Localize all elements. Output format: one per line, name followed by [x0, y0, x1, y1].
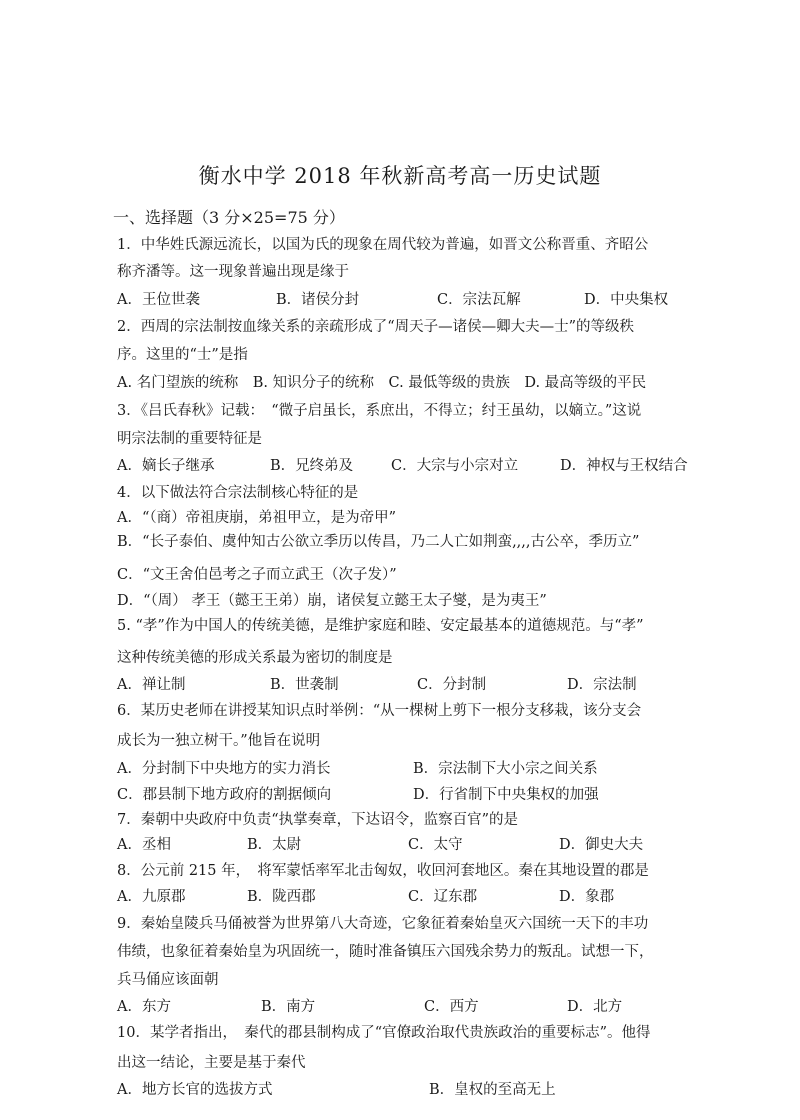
- q6-option-a: A．分封制下中央地方的实力消长: [117, 761, 331, 777]
- q7-option-d: D．御史大夫: [559, 837, 644, 853]
- q3-option-a: A．嫡长子继承: [117, 458, 215, 474]
- question-7-stem: 7．秦朝中央政府中负责“执掌奏章，下达诏令，监察百官”的是: [117, 812, 519, 828]
- q3-option-d: D．神权与王权结合: [560, 458, 688, 474]
- section-heading: 一、选择题（3 分×25=75 分）: [113, 208, 345, 227]
- question-2-stem-cont: 序。这里的“士”是指: [117, 347, 248, 363]
- q5-option-a: A．禅让制: [117, 677, 186, 693]
- q4-option-b: B．“长子泰伯、虞仲知古公欲立季历以传昌，乃二人亡如荆蛮,,,,古公卒，季历立”: [117, 534, 640, 550]
- question-6-stem: 6．某历史老师在讲授某知识点时举例：“从一棵树上剪下一根分支移栽，该分支会: [117, 703, 642, 719]
- question-6-stem-cont: 成长为一独立树干。”他旨在说明: [117, 733, 321, 749]
- question-9-stem-cont2: 兵马俑应该面朝: [117, 972, 219, 988]
- q1-option-d: D．中央集权: [584, 292, 669, 308]
- question-3-stem: 3．《吕氏春秋》记载： “微子启虽长，系庶出，不得立；纣王虽幼，以嫡立。”这说: [117, 403, 642, 419]
- question-9-stem-cont: 伟绩，也象征着秦始皇为巩固统一，随时准备镇压六国残余势力的叛乱。试想一下，: [117, 944, 654, 960]
- q2-options: A. 名门望族的统称 B. 知识分子的统称 C. 最低等级的贵族 D. 最高等级的平民: [117, 375, 647, 391]
- q3-option-b: B．兄终弟及: [270, 458, 354, 474]
- q3-option-c: C．大宗与小宗对立: [391, 458, 519, 474]
- q9-option-b: B．南方: [261, 999, 316, 1015]
- q1-option-b: B．诸侯分封: [276, 292, 360, 308]
- q4-option-d: D．“（周） 孝王（懿王王弟）崩，诸侯复立懿王太子燮，是为夷王”: [117, 593, 547, 609]
- q9-option-c: C．西方: [424, 999, 479, 1015]
- q8-option-b: B．陇西郡: [247, 889, 316, 905]
- q10-option-b: B．皇权的至高无上: [429, 1082, 556, 1098]
- q9-option-d: D．北方: [567, 999, 623, 1015]
- question-2-stem: 2．西周的宗法制按血缘关系的亲疏形成了“周天子—诸侯—卿大夫—士”的等级秩: [117, 319, 635, 335]
- q7-option-c: C．太守: [408, 837, 463, 853]
- question-1-stem: 1．中华姓氏源远流长，以国为氏的现象在周代较为普遍，如晋文公称晋重、齐昭公: [117, 237, 649, 253]
- q5-option-b: B．世袭制: [270, 677, 339, 693]
- q8-option-d: D．象郡: [559, 889, 615, 905]
- question-4-stem: 4．以下做法符合宗法制核心特征的是: [117, 485, 359, 501]
- q8-option-a: A．九原郡: [117, 889, 186, 905]
- question-9-stem: 9．秦始皇陵兵马俑被誉为世界第八大奇迹，它象征着秦始皇灭六国统一天下的丰功: [117, 916, 649, 932]
- q7-option-a: A．丞相: [117, 837, 171, 853]
- question-5-stem-cont: 这种传统美德的形成关系最为密切的制度是: [117, 650, 393, 666]
- q1-option-c: C．宗法瓦解: [437, 292, 521, 308]
- question-3-stem-cont: 明宗法制的重要特征是: [117, 431, 262, 447]
- question-10-stem: 10．某学者指出， 秦代的郡县制构成了“官僚政治取代贵族政治的重要标志”。他得: [117, 1025, 651, 1041]
- q4-option-c: C．“文王舍伯邑考之子而立武王（次子发）”: [117, 567, 397, 583]
- q8-option-c: C．辽东郡: [408, 889, 478, 905]
- question-8-stem: 8．公元前 215 年， 将军蒙恬率军北击匈奴，收回河套地区。秦在其地设置的郡是: [117, 863, 649, 879]
- q5-option-c: C．分封制: [417, 677, 487, 693]
- q4-option-a: A．“（商）帝祖庚崩，弟祖甲立，是为帝甲”: [117, 510, 397, 526]
- question-1-stem-cont: 称齐潘等。这一现象普遍出现是缘于: [117, 264, 349, 280]
- question-5-stem: 5. “孝”作为中国人的传统美德，是维护家庭和睦、安定最基本的道德规范。与“孝”: [117, 618, 644, 634]
- q6-option-c: C．郡县制下地方政府的割据倾向: [117, 787, 332, 803]
- question-10-stem-cont: 出这一结论，主要是基于秦代: [117, 1055, 306, 1071]
- q10-option-a: A．地方长官的选拔方式: [117, 1082, 273, 1098]
- q1-option-a: A．王位世袭: [117, 292, 200, 308]
- q9-option-a: A．东方: [117, 999, 171, 1015]
- q5-option-d: D．宗法制: [567, 677, 637, 693]
- q6-option-d: D．行省制下中央集权的加强: [413, 787, 599, 803]
- q6-option-b: B．宗法制下大小宗之间关系: [413, 761, 598, 777]
- q7-option-b: B．太尉: [247, 837, 302, 853]
- exam-title: 衡水中学 2018 年秋新高考高一历史试题: [198, 164, 602, 188]
